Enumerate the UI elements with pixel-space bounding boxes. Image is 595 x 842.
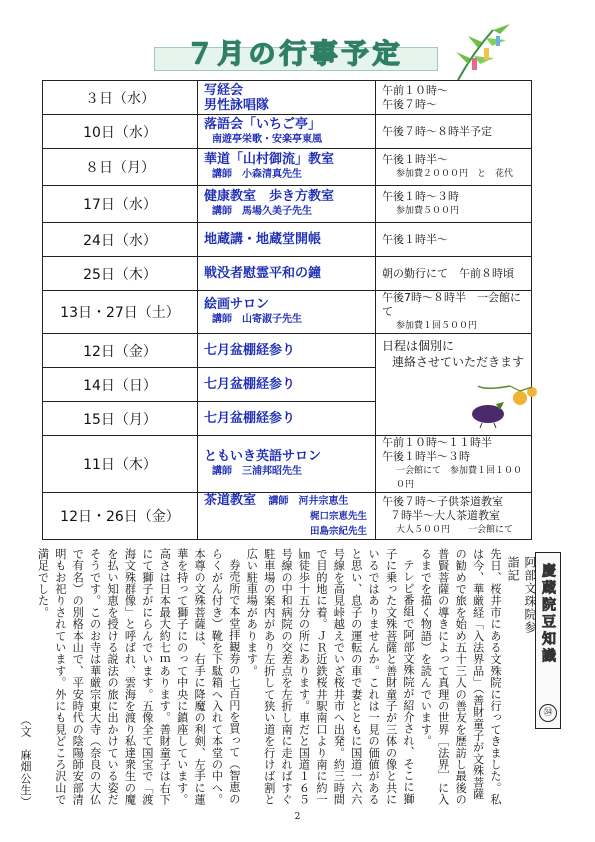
event-name [198, 493, 376, 540]
tanabata-bamboo-illustration [448, 22, 518, 82]
event-date: 14日（日） [43, 368, 198, 402]
event-lecturer: 講師 河井宗恵生 [268, 496, 349, 507]
event-title: 七月盆棚経参り [204, 343, 296, 358]
event-title: 落語会「いちご亭」 [204, 116, 322, 132]
event-title: 健康教室 歩き方教室 [204, 189, 335, 204]
page-title-banner [150, 37, 440, 73]
event-time: 午後７時～子供茶道教室 [382, 495, 503, 508]
event-notes [376, 436, 532, 493]
page-title: ７月の行事予定 [186, 39, 404, 70]
event-time: 午後１時半～ [382, 153, 448, 166]
schedule-row [43, 223, 532, 257]
event-name [198, 402, 376, 436]
article-paragraph: 先日、桜井市にある文殊院に行ってきました。私は今、華厳経「入法界品」（善財童子が文殊菩薩の勧めで旅を始め五十三人の善友を歴訪し最後の普賢菩薩の導きによって真理の世界［法界］に入るまでを描く物語）を読んでいます。 [419, 548, 502, 806]
event-name [198, 186, 376, 223]
schedule-row [43, 334, 532, 368]
column-issue-number: ㉞ [539, 704, 557, 722]
event-fee: 参加費１回５００円 [396, 321, 478, 331]
event-date: 15日（月） [43, 402, 198, 436]
event-time: 午後１時～３時 [382, 190, 459, 203]
event-title: 絵画サロン [204, 297, 270, 312]
event-name [198, 81, 376, 115]
event-time: 午後7時～８時半 一会館にて [382, 291, 521, 318]
event-notes [376, 493, 532, 540]
event-title: 七月盆棚経参り [204, 377, 296, 392]
schedule-row [43, 149, 532, 186]
event-lecturer: 講師 小森清真先生 [212, 169, 302, 180]
event-name [198, 257, 376, 291]
event-title: 茶道教室 [204, 493, 257, 508]
event-title: 華道「山村御流」教室 [204, 152, 335, 167]
schedule-row [43, 436, 532, 493]
event-date: 24日（水） [43, 223, 198, 257]
event-fee: 大人５００円 一会館にて [396, 525, 514, 535]
event-name [198, 334, 376, 368]
schedule-row [43, 493, 532, 540]
column-subtitle: 阿部文珠院参詣記 [506, 556, 537, 634]
event-time: 朝の勤行にて 午前８時頃 [382, 266, 514, 280]
article-author: （文 麻畑公生） [19, 714, 33, 808]
event-lecturer: 講師 馬場久美子先生 [212, 206, 312, 217]
schedule-row [43, 257, 532, 291]
event-notes [376, 223, 532, 257]
column-article [19, 548, 504, 808]
event-notes [376, 81, 532, 115]
event-title-line [204, 493, 369, 509]
event-date: ３日（水） [43, 81, 198, 115]
eggplant-illustration [470, 380, 540, 428]
page-number: 2 [294, 812, 301, 822]
event-fee: 参加費２０００円 と 花代 [396, 169, 514, 179]
event-name [198, 436, 376, 493]
event-time: 午後１時半～３時 [382, 450, 470, 463]
schedule-row [43, 115, 532, 149]
event-title: 地蔵講・地蔵堂開帳 [204, 232, 322, 247]
event-notes [376, 291, 532, 334]
event-title: ともいき英語サロン [204, 449, 322, 464]
event-name [198, 368, 376, 402]
event-lecturer: 田島宗紀先生 [309, 526, 367, 537]
event-time: 午前１０時～１１時半 [382, 436, 492, 449]
schedule-row [43, 186, 532, 223]
event-lecturer: 梶口宗恵先生 [309, 511, 367, 522]
event-time: 午前１０時～ [382, 83, 448, 97]
event-date: 13日・27日（土） [43, 291, 198, 334]
event-date: ８日（月） [43, 149, 198, 186]
schedule-table [42, 80, 532, 540]
schedule-row [43, 81, 532, 115]
event-title: 七月盆棚経参り [204, 411, 296, 426]
event-notes [376, 115, 532, 149]
event-notes [376, 149, 532, 186]
event-title: 戦没者慰霊平和の鐘 [204, 266, 322, 281]
event-notes [376, 257, 532, 291]
event-time: 午後１時半～ [382, 232, 448, 246]
event-time: 午後７時～８時半予定 [382, 124, 492, 138]
schedule-row [43, 291, 532, 334]
bon-note-line: 連絡させていただきます [392, 355, 525, 369]
column-series-title: 慶蔵院豆知識 [540, 563, 556, 665]
event-title: 写経会 [204, 82, 244, 98]
event-notes [376, 186, 532, 223]
event-time: 午後７時～ [382, 97, 437, 111]
event-name [198, 223, 376, 257]
event-lecturer: 講師 三浦邦昭先生 [212, 466, 302, 477]
event-date: 17日（水） [43, 186, 198, 223]
bon-note-line: 日程は個別に [382, 339, 455, 353]
event-lecturer: 講師 山寄淑子先生 [212, 314, 302, 325]
event-fee: 一会館にて 参加費１回１０００円 [396, 466, 523, 490]
event-title: 男性詠唱隊 [204, 97, 270, 113]
event-fee: 参加費５００円 [396, 206, 460, 216]
event-name [198, 149, 376, 186]
event-name [198, 115, 376, 149]
event-lecturer: 南遊亭栄歌・安楽亭東風 [212, 133, 322, 145]
event-date: 12日（金） [43, 334, 198, 368]
event-time: ７時半～大人茶道教室 [390, 509, 500, 522]
article-paragraph: 券売所で本堂拝観券の七百円を買って（智恵のらくがん付き）靴を下駄箱へ入れて本堂の中へ。本尊の文殊菩薩は、右手に降魔の利剣、左手に蓮華を持って獅子にのって中央に鎮座しています。高さは日本最大約七ｍあります。善財童子は右下にて獅子がにらんでいます。五像全て国宝で「渡海文殊群像」と呼ばれ、雲海を渡り私達衆生の魔を払い知恵を授ける説法の旅に出かけている姿だそうです。このお寺は華厳宗東大寺（奈良の大仏で有名）の別格本山で、平安時代の陰陽師安部清明もお祀りされています。外にも見どころ沢山で満足でした。 [36, 548, 241, 806]
event-date: 10日（水） [43, 115, 198, 149]
article-paragraph: テレビ番組で阿部文殊院が紹介され、そこに獅子に乗った文殊菩薩と善財童子が三体の像と共にいるではありませんか。これは一見の価値があると思い、息子の運転の車で妻とともに国道一六六号線を高見峠越えでいざ桜井市へ出発。約三時間で目的地に着。ＪＲ近鉄桜井駅南口より南に約一㎞徒歩十五分の所にあります。車だと国道１６５号線の中和病院の交差点を左折し南に走ればすぐ駐車場の案内があり左折して狭い道を行けば割と広い駐車場があります。 [245, 548, 415, 806]
event-name [198, 291, 376, 334]
event-date: 12日・26日（金） [43, 493, 198, 540]
event-date: 25日（木） [43, 257, 198, 291]
event-date: 11日（木） [43, 436, 198, 493]
